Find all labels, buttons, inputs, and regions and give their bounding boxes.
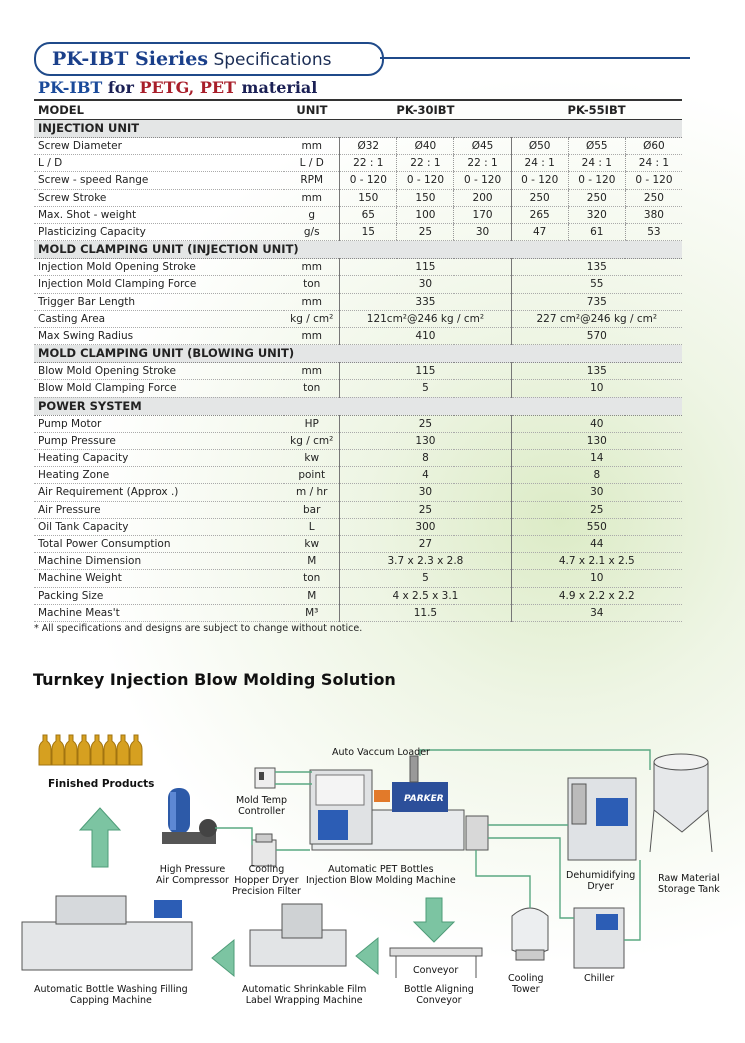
- row-unit: L: [284, 518, 340, 535]
- dehumidifying-dryer-icon: [568, 778, 636, 860]
- value-pk30: 335: [340, 293, 511, 310]
- finished-bottles: [39, 735, 142, 765]
- value-cell: 22 : 1: [340, 155, 397, 172]
- spec-table: [34, 99, 682, 622]
- row-unit: mm: [284, 259, 340, 276]
- table-row: [34, 553, 682, 570]
- row-unit: m / hr: [284, 484, 340, 501]
- table-row: [34, 536, 682, 553]
- value-cell: 24 : 1: [568, 155, 625, 172]
- section-title: MOLD CLAMPING UNIT (BLOWING UNIT): [34, 345, 682, 363]
- table-row: [34, 293, 682, 310]
- value-pk30: 300: [340, 518, 511, 535]
- value-cell: 15: [340, 224, 397, 241]
- value-pk30: 4: [340, 467, 511, 484]
- series-title: PK-IBT Sieries Specifications: [52, 48, 332, 70]
- turnkey-diagram: [0, 660, 745, 1043]
- table-row: [34, 450, 682, 467]
- row-unit: RPM: [284, 172, 340, 189]
- row-unit: kg / cm²: [284, 310, 340, 327]
- row-unit: M: [284, 553, 340, 570]
- row-label: Screw - speed Range: [34, 172, 284, 189]
- row-label: L / D: [34, 155, 284, 172]
- conveyor-label: Conveyor: [413, 965, 459, 976]
- table-row: [34, 310, 682, 327]
- value-pk55: 14: [511, 450, 682, 467]
- section-title: INJECTION UNIT: [34, 120, 682, 138]
- value-pk30: 30: [340, 484, 511, 501]
- table-row: [34, 189, 682, 206]
- cooling-tower-icon: [512, 908, 548, 960]
- value-cell: 250: [511, 189, 568, 206]
- header-rule: [380, 57, 690, 59]
- mold-temp-label: Mold Temp Controller: [236, 795, 288, 817]
- value-cell: 24 : 1: [511, 155, 568, 172]
- value-cell: 25: [397, 224, 454, 241]
- value-pk55: 4.7 x 2.1 x 2.5: [511, 553, 682, 570]
- row-label: Total Power Consumption: [34, 536, 284, 553]
- aligning-conveyor-label: Bottle Aligning Conveyor: [404, 984, 474, 1006]
- value-cell: 250: [568, 189, 625, 206]
- row-label: Casting Area: [34, 310, 284, 327]
- row-label: Injection Mold Clamping Force: [34, 276, 284, 293]
- value-pk30: 121cm²@246 kg / cm²: [340, 310, 511, 327]
- series-title-box: [34, 42, 384, 76]
- bottle-icon: [91, 735, 103, 765]
- bottle-icon: [130, 735, 142, 765]
- row-label: Heating Capacity: [34, 450, 284, 467]
- dryer-label: Dehumidifying Dryer: [566, 870, 636, 892]
- value-cell: Ø55: [568, 138, 625, 155]
- finished-products-label: Finished Products: [48, 778, 155, 790]
- row-unit: M: [284, 587, 340, 604]
- value-cell: Ø45: [454, 138, 511, 155]
- value-cell: Ø50: [511, 138, 568, 155]
- row-unit: g: [284, 206, 340, 223]
- value-pk55: 55: [511, 276, 682, 293]
- value-pk55: 30: [511, 484, 682, 501]
- row-label: Pump Pressure: [34, 432, 284, 449]
- row-label: Max Swing Radius: [34, 328, 284, 345]
- col-model: MODEL: [34, 100, 284, 120]
- storage-tank-label: Raw Material Storage Tank: [658, 873, 720, 895]
- bottle-icon: [78, 735, 90, 765]
- value-cell: 47: [511, 224, 568, 241]
- injection-blow-machine-icon: [310, 756, 488, 850]
- value-cell: 22 : 1: [454, 155, 511, 172]
- row-unit: bar: [284, 501, 340, 518]
- row-unit: kw: [284, 450, 340, 467]
- bottle-icon: [65, 735, 77, 765]
- table-row: [34, 415, 682, 432]
- row-unit: mm: [284, 363, 340, 380]
- row-label: Packing Size: [34, 587, 284, 604]
- value-pk55: 550: [511, 518, 682, 535]
- value-pk30: 3.7 x 2.3 x 2.8: [340, 553, 511, 570]
- row-unit: mm: [284, 138, 340, 155]
- table-row: [34, 380, 682, 397]
- value-cell: 380: [625, 206, 682, 223]
- compressor-label: High Pressure Air Compressor: [156, 864, 229, 886]
- value-cell: 30: [454, 224, 511, 241]
- value-pk30: 5: [340, 570, 511, 587]
- bottle-icon: [117, 735, 129, 765]
- value-cell: 265: [511, 206, 568, 223]
- row-label: Plasticizing Capacity: [34, 224, 284, 241]
- value-cell: 150: [397, 189, 454, 206]
- row-label: Screw Stroke: [34, 189, 284, 206]
- row-label: Machine Meas't: [34, 604, 284, 621]
- table-row: [34, 224, 682, 241]
- value-pk30: 410: [340, 328, 511, 345]
- row-label: Blow Mold Clamping Force: [34, 380, 284, 397]
- value-cell: 0 - 120: [511, 172, 568, 189]
- value-pk55: 135: [511, 259, 682, 276]
- table-header-row: [34, 100, 682, 120]
- table-row: [34, 206, 682, 223]
- row-label: Max. Shot - weight: [34, 206, 284, 223]
- row-label: Screw Diameter: [34, 138, 284, 155]
- row-unit: kw: [284, 536, 340, 553]
- row-unit: L / D: [284, 155, 340, 172]
- chiller-label: Chiller: [584, 973, 615, 984]
- value-pk30: 25: [340, 415, 511, 432]
- value-pk55: 8: [511, 467, 682, 484]
- table-row: [34, 587, 682, 604]
- auto-loader-label: Auto Vaccum Loader: [332, 747, 430, 758]
- value-pk55: 227 cm²@246 kg / cm²: [511, 310, 682, 327]
- machine-label: Automatic PET Bottles Injection Blow Molding Machine: [306, 864, 456, 886]
- table-row: [34, 518, 682, 535]
- row-unit: M³: [284, 604, 340, 621]
- value-pk30: 4 x 2.5 x 3.1: [340, 587, 511, 604]
- table-row: [34, 138, 682, 155]
- value-pk55: 4.9 x 2.2 x 2.2: [511, 587, 682, 604]
- table-row: [34, 484, 682, 501]
- section-header-row: [34, 397, 682, 415]
- value-pk30: 115: [340, 259, 511, 276]
- row-label: Blow Mold Opening Stroke: [34, 363, 284, 380]
- col-unit: UNIT: [284, 100, 340, 120]
- value-cell: 0 - 120: [454, 172, 511, 189]
- row-unit: point: [284, 467, 340, 484]
- disclaimer-note: * All specifications and designs are subject to change without notice.: [34, 623, 363, 634]
- left-arrow-icon-2: [212, 940, 234, 976]
- left-arrow-icon-1: [356, 938, 378, 974]
- row-unit: mm: [284, 328, 340, 345]
- hopper-dryer-label: Cooling Hopper Dryer Precision Filter: [232, 864, 301, 897]
- row-label: Machine Dimension: [34, 553, 284, 570]
- value-cell: 61: [568, 224, 625, 241]
- table-row: [34, 328, 682, 345]
- value-pk30: 5: [340, 380, 511, 397]
- value-cell: 0 - 120: [625, 172, 682, 189]
- row-unit: mm: [284, 293, 340, 310]
- value-pk30: 115: [340, 363, 511, 380]
- value-cell: 53: [625, 224, 682, 241]
- value-pk30: 11.5: [340, 604, 511, 621]
- table-row: [34, 604, 682, 621]
- value-pk55: 130: [511, 432, 682, 449]
- row-unit: mm: [284, 189, 340, 206]
- value-cell: 24 : 1: [625, 155, 682, 172]
- row-label: Injection Mold Opening Stroke: [34, 259, 284, 276]
- storage-tank-icon: [650, 754, 712, 852]
- table-row: [34, 363, 682, 380]
- value-pk55: 735: [511, 293, 682, 310]
- value-pk55: 44: [511, 536, 682, 553]
- table-row: [34, 276, 682, 293]
- value-cell: Ø40: [397, 138, 454, 155]
- value-cell: Ø32: [340, 138, 397, 155]
- table-row: [34, 172, 682, 189]
- value-cell: 150: [340, 189, 397, 206]
- value-cell: 65: [340, 206, 397, 223]
- value-pk55: 135: [511, 363, 682, 380]
- value-pk30: 30: [340, 276, 511, 293]
- row-unit: ton: [284, 276, 340, 293]
- parker-logo-label: PARKER: [404, 794, 444, 804]
- value-pk30: 8: [340, 450, 511, 467]
- row-label: Pump Motor: [34, 415, 284, 432]
- material-subtitle: PK-IBT for PETG, PET material: [38, 78, 318, 97]
- row-label: Trigger Bar Length: [34, 293, 284, 310]
- value-pk30: 130: [340, 432, 511, 449]
- chiller-icon: [574, 908, 624, 968]
- value-pk30: 25: [340, 501, 511, 518]
- bottle-icon: [39, 735, 51, 765]
- row-unit: ton: [284, 570, 340, 587]
- film-wrapping-machine-icon: [250, 904, 346, 966]
- spec-table-body: [34, 120, 682, 622]
- down-arrow-icon: [414, 898, 454, 942]
- section-header-row: [34, 345, 682, 363]
- table-row: [34, 501, 682, 518]
- section-header-row: [34, 241, 682, 259]
- value-pk55: 40: [511, 415, 682, 432]
- section-header-row: [34, 120, 682, 138]
- hopper-dryer-icon: [252, 834, 276, 866]
- value-cell: 0 - 120: [340, 172, 397, 189]
- bottle-icon: [52, 735, 64, 765]
- mold-temp-controller-icon: [255, 768, 275, 788]
- value-cell: 0 - 120: [568, 172, 625, 189]
- table-row: [34, 467, 682, 484]
- col-pk55: PK-55IBT: [511, 100, 682, 120]
- table-row: [34, 432, 682, 449]
- air-compressor-icon: [162, 788, 217, 844]
- washing-filling-machine-icon: [22, 896, 192, 970]
- value-pk55: 34: [511, 604, 682, 621]
- table-row: [34, 570, 682, 587]
- value-pk55: 10: [511, 570, 682, 587]
- section-title: POWER SYSTEM: [34, 397, 682, 415]
- diagram-title: Turnkey Injection Blow Molding Solution: [33, 670, 396, 689]
- row-unit: g/s: [284, 224, 340, 241]
- value-pk30: 27: [340, 536, 511, 553]
- row-label: Heating Zone: [34, 467, 284, 484]
- table-row: [34, 259, 682, 276]
- value-pk55: 25: [511, 501, 682, 518]
- value-cell: Ø60: [625, 138, 682, 155]
- row-label: Air Pressure: [34, 501, 284, 518]
- row-unit: kg / cm²: [284, 432, 340, 449]
- row-unit: ton: [284, 380, 340, 397]
- value-cell: 200: [454, 189, 511, 206]
- value-pk55: 570: [511, 328, 682, 345]
- washer-label: Automatic Bottle Washing Filling Capping Machine: [34, 984, 188, 1006]
- row-label: Oil Tank Capacity: [34, 518, 284, 535]
- value-cell: 170: [454, 206, 511, 223]
- value-cell: 22 : 1: [397, 155, 454, 172]
- up-arrow-icon: [80, 808, 120, 867]
- table-row: [34, 155, 682, 172]
- value-cell: 250: [625, 189, 682, 206]
- section-title: MOLD CLAMPING UNIT (INJECTION UNIT): [34, 241, 682, 259]
- col-pk30: PK-30IBT: [340, 100, 511, 120]
- value-cell: 100: [397, 206, 454, 223]
- row-unit: HP: [284, 415, 340, 432]
- value-pk55: 10: [511, 380, 682, 397]
- cooling-tower-label: Cooling Tower: [508, 973, 544, 995]
- bottle-icon: [104, 735, 116, 765]
- value-cell: 0 - 120: [397, 172, 454, 189]
- film-wrapper-label: Automatic Shrinkable Film Label Wrapping Machine: [242, 984, 367, 1006]
- row-label: Air Requirement (Approx .): [34, 484, 284, 501]
- value-cell: 320: [568, 206, 625, 223]
- row-label: Machine Weight: [34, 570, 284, 587]
